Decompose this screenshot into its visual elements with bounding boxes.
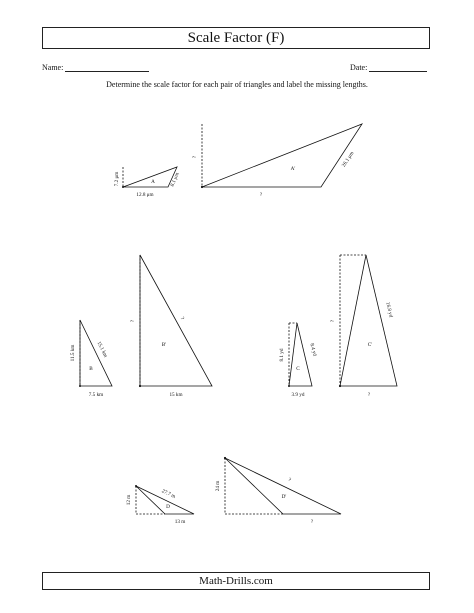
- triangle-b-large-side: ?: [178, 316, 186, 321]
- date-label: Date:: [350, 63, 368, 72]
- triangle-b-small-base: 7.5 km: [88, 392, 104, 398]
- triangle-b-small: [70, 320, 112, 398]
- triangle-a-large-base: ?: [259, 192, 263, 198]
- triangle-b-large-outline: [140, 255, 212, 386]
- name-label: Name:: [42, 63, 64, 72]
- triangle-c-small-height: 8.1 yd: [279, 348, 285, 362]
- vertex-dot: [201, 186, 203, 188]
- triangle-b-small-label: B: [89, 366, 93, 372]
- triangle-a-small-height: 7.2 μm: [114, 171, 120, 187]
- problem-c: [279, 255, 397, 398]
- triangle-d-large-height: 24 m: [215, 480, 221, 492]
- vertex-dot: [79, 385, 81, 387]
- footer: Math-Drills.com: [42, 572, 430, 590]
- vertex-dot: [288, 385, 290, 387]
- triangle-d-large-side: ?: [287, 476, 292, 484]
- vertex-dot: [122, 186, 124, 188]
- vertex-dot: [135, 485, 137, 487]
- triangle-d-large-outline: [225, 458, 341, 514]
- triangle-a-large-side: 26.1 μm: [340, 150, 356, 169]
- triangle-d-large: [215, 457, 341, 525]
- triangle-d-small-base: 13 m: [174, 519, 186, 525]
- triangle-c-large-side: 16.8 yd: [384, 301, 394, 319]
- triangle-b-small-side: 15.1 km: [95, 340, 109, 359]
- triangle-c-large-outline: [340, 255, 397, 386]
- triangle-b-large-base: 15 km: [169, 392, 183, 398]
- problem-d: [126, 457, 341, 525]
- triangle-b-large-height: ?: [130, 319, 136, 323]
- triangle-b-large-label: B': [161, 342, 167, 348]
- triangle-d-small-label: D: [166, 504, 170, 510]
- vertex-dot: [224, 457, 226, 459]
- vertex-dot: [339, 385, 341, 387]
- triangle-c-small-base: 3.9 yd: [291, 392, 305, 398]
- triangle-a-small-side: 8.1 μm: [169, 171, 181, 188]
- instructions: Determine the scale factor for each pair of triangles and label the missing lengths.: [106, 80, 368, 89]
- triangle-a-large: [192, 124, 362, 198]
- triangle-b-large: [130, 255, 212, 398]
- triangle-c-large-base: ?: [367, 392, 371, 398]
- triangle-c-large: [330, 255, 397, 398]
- vertex-dot: [139, 385, 141, 387]
- triangle-d-small-height: 12 m: [126, 494, 132, 506]
- triangle-b-small-height: 11.5 km: [70, 344, 76, 362]
- triangle-a-large-label: A': [290, 166, 296, 172]
- triangle-d-small: [126, 485, 194, 525]
- triangle-a-small-label: A: [151, 179, 155, 185]
- triangle-d-small-side: 27.7 m: [160, 488, 177, 500]
- triangle-c-small-label: C: [296, 366, 300, 372]
- worksheet-title: Scale Factor (F): [42, 27, 430, 49]
- triangle-a-small: [114, 167, 181, 198]
- problem-a: [114, 124, 362, 198]
- triangle-a-small-base: 12.8 μm: [136, 192, 154, 198]
- triangle-a-large-height: ?: [192, 155, 198, 159]
- triangle-c-large-height: ?: [330, 319, 336, 323]
- problem-b: [70, 255, 212, 398]
- triangle-d-large-label: D': [281, 494, 287, 500]
- triangle-c-small-outline: [289, 323, 312, 386]
- triangle-a-large-outline: [202, 124, 362, 187]
- triangle-c-small: [279, 323, 318, 398]
- triangle-c-large-label: C': [367, 342, 373, 348]
- triangle-d-large-base: ?: [310, 519, 314, 525]
- triangle-a-small-outline: [123, 167, 177, 187]
- triangle-c-small-side: 8.4 yd: [308, 342, 318, 357]
